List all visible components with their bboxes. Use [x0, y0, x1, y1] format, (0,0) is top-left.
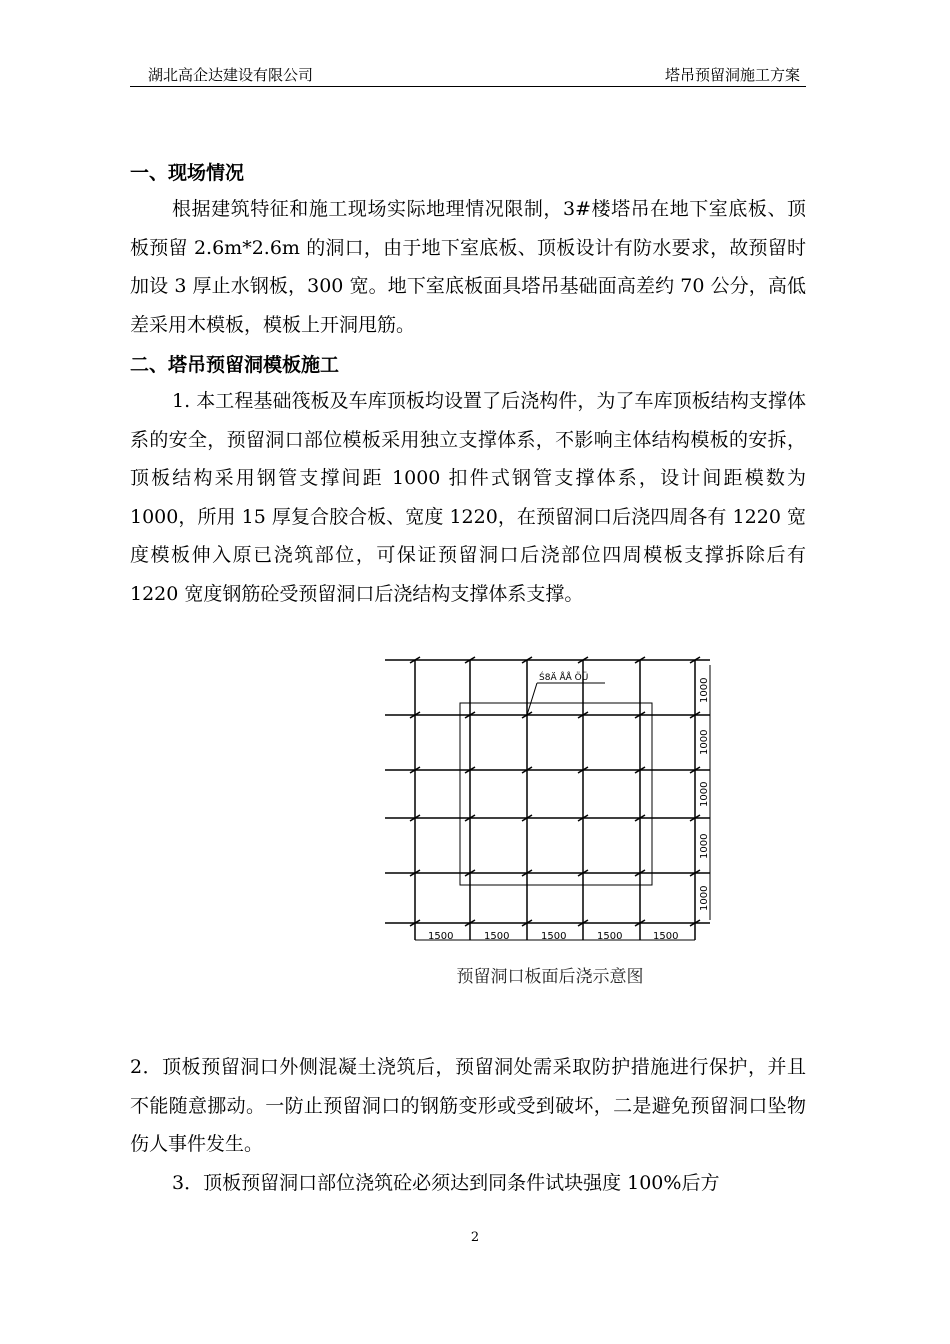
section1-paragraph: 根据建筑特征和施工现场实际地理情况限制，3#楼塔吊在地下室底板、顶板预留 2.6m*2.6m 的洞口，由于地下室底板、顶板设计有防水要求，故预留时加设 3 厚止水钢板，300 宽。地下室底板面具塔吊基础面高差约 70 公分，高低差采用木模板，模板上开洞甩筋。: [130, 198, 806, 336]
continued-content: [130, 1048, 806, 1202]
section2-heading: 二、塔吊预留洞模板施工: [130, 354, 340, 376]
main-content: [130, 152, 806, 613]
x-dim-label: 1500: [541, 931, 567, 942]
page-number: 2: [470, 1230, 480, 1245]
page-header: [130, 62, 806, 87]
paragraph-3: 3．顶板预留洞口部位浇筑砼必须达到同条件试块强度 100%后方: [172, 1171, 720, 1194]
x-dim-label: 1500: [428, 931, 454, 942]
y-dim-label: 1000: [699, 781, 710, 807]
document-title: 塔吊预留洞施工方案: [664, 66, 800, 84]
y-dim-label: 1000: [699, 885, 710, 911]
company-name: 湖北高企达建设有限公司: [148, 66, 314, 84]
x-dim-label: 1500: [653, 931, 679, 942]
figure-caption: 预留洞口板面后浇示意图: [456, 967, 644, 987]
support-grid-figure: [380, 655, 720, 945]
paragraph-2: 2．顶板预留洞口外侧混凝土浇筑后，预留洞处需采取防护措施进行保护，并且不能随意挪动。一防止预留洞口的钢筋变形或受到破坏，二是避免预留洞口坠物伤人事件发生。: [130, 1056, 806, 1155]
x-dim-label: 1500: [597, 931, 623, 942]
section2-paragraph: 1. 本工程基础筏板及车库顶板均设置了后浇构件，为了车库顶板结构支撑体系的安全，预留洞口部位模板采用独立支撑体系，不影响主体结构模板的安拆，顶板结构采用钢管支撑间距 1000 扣件式钢管支撑体系，设计间距模数为 1000，所用 15 厚复合胶合板、宽度 1220，在预留洞口后浇四周各有 1220 宽度模板伸入原已浇筑部位，可保证预留洞口后浇部位四周模板支撑拆除后有 1220 宽度钢筋砼受预留洞口后浇结构支撑体系支撑。: [130, 390, 806, 605]
figure-callout: Ś8Ä ÅÅ ÖÜ: [539, 673, 589, 683]
y-dim-label: 1000: [699, 729, 710, 755]
x-dim-label: 1500: [484, 931, 510, 942]
section1-heading: 一、现场情况: [130, 162, 245, 184]
y-dim-label: 1000: [699, 677, 710, 703]
y-dim-label: 1000: [699, 833, 710, 859]
